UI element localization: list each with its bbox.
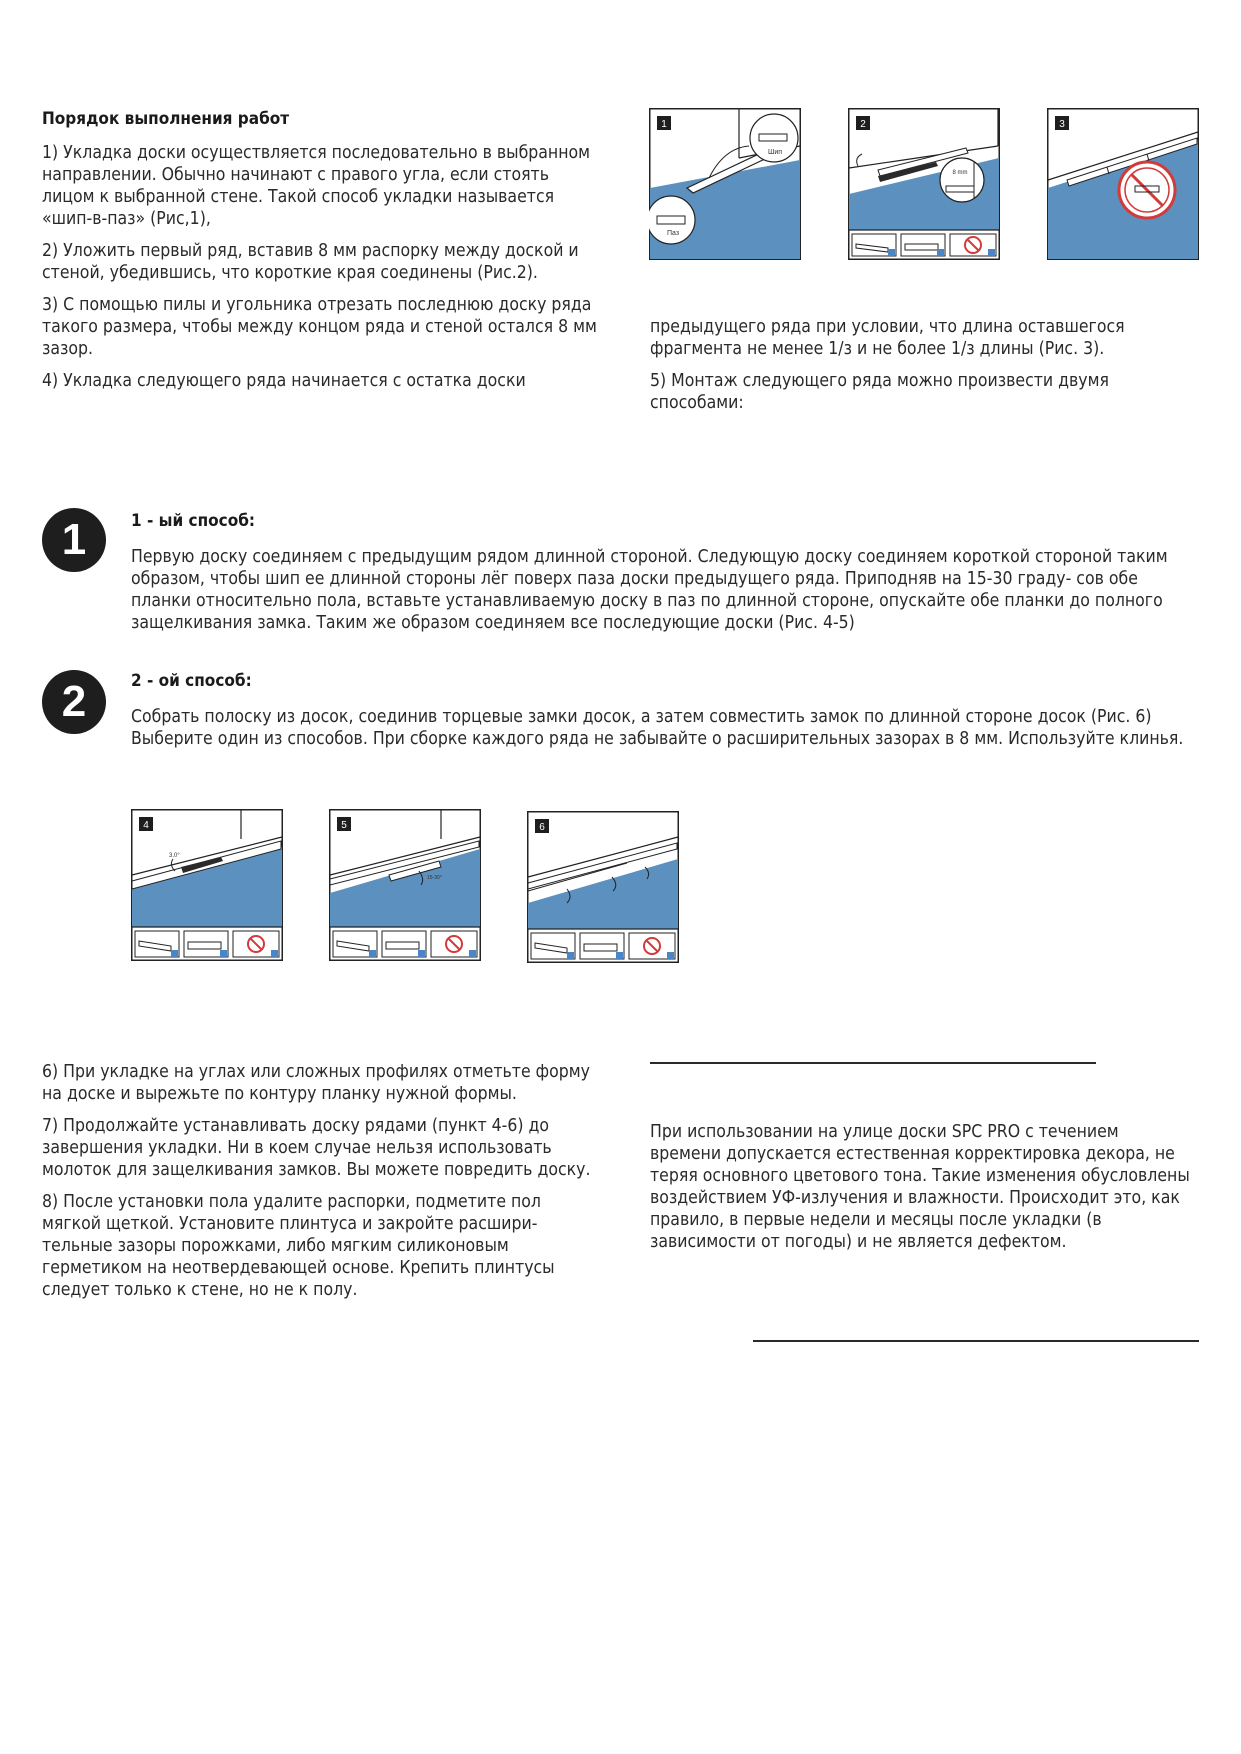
method-1-title: 1 - ый способ: xyxy=(131,511,256,531)
steps-left-column xyxy=(42,1061,602,1311)
figure-2-label-mm: 8 mm xyxy=(952,170,968,176)
section-heading: Порядок выполнения работ xyxy=(42,109,290,129)
figure-5-angle: 15-30° xyxy=(427,875,442,881)
figure-4-angle: 3.0° xyxy=(169,853,180,859)
figure-1-label-ship: Шип xyxy=(767,149,783,156)
step-5-text: 5) Монтаж следующего ряда можно произвести двумя способами: xyxy=(650,371,1109,413)
figure-5 xyxy=(329,809,481,961)
intro-left-column xyxy=(42,108,602,402)
note-text: При использовании на улице доски SPC PRO с течением времени допускается естественная корректировка декора, не теряя основного цветового тона. Такие изменения обусловлены воздействием УФ-излучения и влажности. Происходит это, как правило, в первые недели и месяцы после укладки (в зависимости от погоды) и не является дефектом. xyxy=(650,1122,1190,1252)
method-1-block xyxy=(131,510,1191,634)
note-bottom-rule xyxy=(753,1340,1199,1342)
figure-4-number: 4 xyxy=(143,820,149,831)
figure-6-number: 6 xyxy=(539,822,545,833)
intro-right-column xyxy=(650,316,1190,424)
figure-1-number: 1 xyxy=(661,119,667,130)
figure-3 xyxy=(1047,108,1199,260)
step-8-text: 8) После установки пола удалите распорки, подметите пол мягкой щеткой. Установите плинтуса и закройте расшири- тельные зазоры порожками, либо мягким силиконовым герметиком на неотвердевающей основе. Крепить плинтусы следует только к стене, но не к полу. xyxy=(42,1192,555,1300)
step-2-text: 2) Уложить первый ряд, вставив 8 мм распорку между доской и стеной, убедившись, что короткие края соединены (Рис.2). xyxy=(42,241,579,283)
step-6-text: 6) При укладке на углах или сложных профилях отметьте форму на доске и вырежьте по контуру планку нужной формы. xyxy=(42,1062,590,1104)
method-2-block xyxy=(131,670,1191,750)
figure-6 xyxy=(527,811,679,963)
step-3-text: 3) С помощью пилы и угольника отрезать последнюю доску ряда такого размера, чтобы между концом ряда и стеной остался 8 мм зазор. xyxy=(42,295,597,359)
note-top-rule xyxy=(650,1062,1096,1064)
method-2-title: 2 - ой способ: xyxy=(131,671,252,691)
method-2-text: Собрать полоску из досок, соединив торцевые замки досок, а затем совместить замок по длинной стороне досок (Рис. 6) Выберите один из способов. При сборке каждого ряда не забывайте о расширительных зазорах в 8 мм. Используйте клинья. xyxy=(131,707,1184,749)
figure-4 xyxy=(131,809,283,961)
step-4-text: 4) Укладка следующего ряда начинается с остатка доски xyxy=(42,371,526,391)
method-1-text: Первую доску соединяем с предыдущим рядом длинной стороной. Следующую доску соединяем короткой стороной таким образом, чтобы шип ее длинной стороны лёг поверх паза доски предыдущего ряда. Приподняв на 15-30 граду- сов обе планки относительно пола, вставьте устанавливаемую доску в паз по длинной стороне, опускайте обе планки до полного защелкивания замка. Таким же образом соединяем все последующие доски (Рис. 4-5) xyxy=(131,547,1168,633)
method-1-number-circle: 1 xyxy=(42,508,106,572)
figure-1-label-paz: Паз xyxy=(666,230,680,237)
step-1-text: 1) Укладка доски осуществляется последовательно в выбранном направлении. Обычно начинают с правого угла, если стоять лицом к выбранной стене. Такой способ укладки называется «шип-в-паз» (Рис,1), xyxy=(42,143,591,229)
note-block xyxy=(650,1121,1190,1253)
figure-2-number: 2 xyxy=(860,119,866,130)
step-7-text: 7) Продолжайте устанавливать доску рядами (пункт 4-6) до завершения укладки. Ни в коем случае нельзя использовать молоток для защелкивания замков. Вы можете повредить доску. xyxy=(42,1116,591,1180)
method-2-number-circle: 2 xyxy=(42,670,106,734)
figure-1 xyxy=(649,108,801,260)
figure-3-number: 3 xyxy=(1059,119,1065,130)
figure-5-number: 5 xyxy=(341,820,347,831)
step-4-continuation: предыдущего ряда при условии, что длина оставшегося фрагмента не менее 1/з и не более 1/з длины (Рис. 3). xyxy=(650,317,1125,359)
figure-2 xyxy=(848,108,1000,260)
